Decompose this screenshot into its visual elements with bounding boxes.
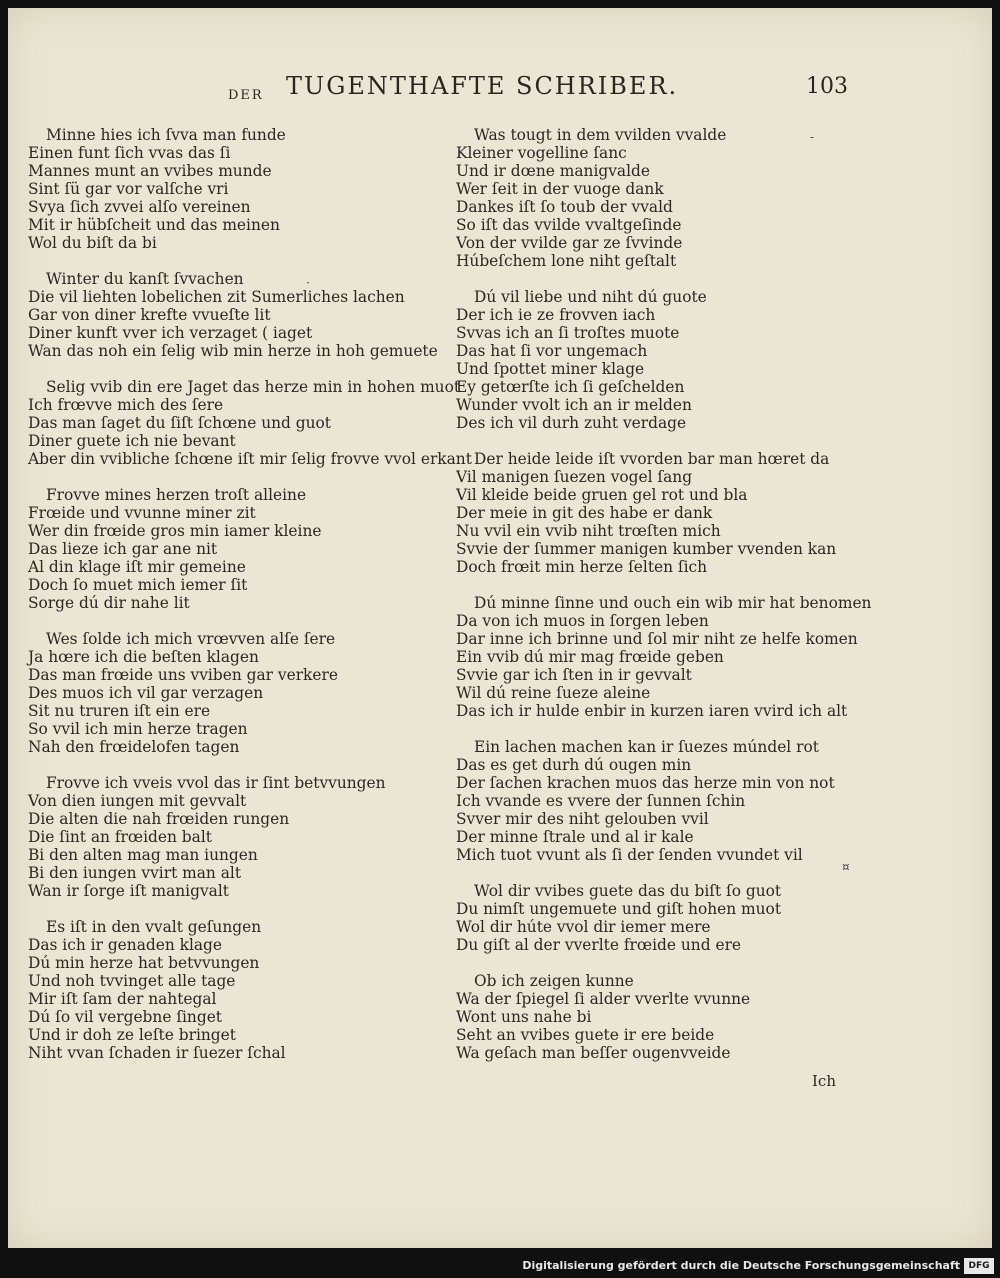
verse-line: Gar von diner krefte vvueſte lit (28, 306, 271, 324)
verse-line: Húbeſchem lone niht geſtalt (456, 252, 677, 270)
verse-line: Wan das noh ein ſelig wib min herze in hoh gemuete (28, 342, 438, 360)
verse-line: Das man frœide uns vviben gar verkere (28, 666, 338, 684)
header-prefix: DER (228, 88, 264, 103)
verse-line: Und ſpottet miner klage (456, 360, 645, 378)
verse-line: Wer din frœide gros min iamer kleine (28, 522, 322, 540)
verse-line: Wunder vvolt ich an ir melden (456, 396, 692, 414)
stanza (456, 288, 886, 432)
verse-line: Ob ich zeigen kunne (474, 972, 634, 990)
verse-line: Der ich ie ze frovven iach (456, 306, 656, 324)
verse-line: Vil kleide beide gruen gel rot und bla (456, 486, 748, 504)
verse-line: Bi den alten mag man iungen (28, 846, 258, 864)
verse-line: Aber din vvibliche ſchœne iſt mir ſelig frovve vvol erkant (28, 450, 472, 468)
verse-line: Wol dir vvibes guete das du biſt ſo guot (474, 882, 782, 900)
ink-speck: ¤ (842, 860, 850, 874)
right-column (456, 126, 886, 1080)
stanza (456, 972, 886, 1062)
verse-line: Svvie gar ich ſten in ir gevvalt (456, 666, 692, 684)
verse-line: Frovve ich vveis vvol das ir ſint betvvungen (46, 774, 386, 792)
header-title: TUGENTHAFTE SCHRIBER. (286, 72, 679, 100)
verse-line: Mit ir hübſcheit und das meinen (28, 216, 280, 234)
verse-line: Wes ſolde ich mich vrœvven alſe ſere (46, 630, 336, 648)
verse-line: Svya ſich zvvei alſo vereinen (28, 198, 251, 216)
verse-line: Das hat ſi vor ungemach (456, 342, 648, 360)
verse-line: Nah den frœidelofen tagen (28, 738, 240, 756)
verse-line: Du giſt al der vverlte frœide und ere (456, 936, 742, 954)
verse-line: Ein vvib dú mir mag frœide geben (456, 648, 724, 666)
verse-line: Dú minne ſinne und ouch ein wib mir hat benomen (474, 594, 872, 612)
verse-line: Und ir doh ze leſte bringet (28, 1026, 236, 1044)
verse-line: Von dien iungen mit gevvalt (28, 792, 247, 810)
verse-line: Einen funt ſich vvas das ſi (28, 144, 231, 162)
verse-line: Das es get durh dú ougen min (456, 756, 692, 774)
verse-line: Der ſachen krachen muos das herze min von not (456, 774, 835, 792)
stanza (28, 918, 458, 1062)
verse-line: Das ich ir hulde enbir in kurzen iaren vvird ich alt (456, 702, 848, 720)
verse-line: Das lieze ich gar ane nit (28, 540, 218, 558)
verse-line: Mannes munt an vvibes munde (28, 162, 272, 180)
verse-line: Diner kunft vver ich verzaget ( iaget (28, 324, 313, 342)
verse-line: Minne hies ich ſvva man funde (46, 126, 286, 144)
book-page (8, 8, 992, 1248)
verse-line: Du nimſt ungemuete und giſt hohen muot (456, 900, 782, 918)
ink-speck: · (306, 276, 310, 290)
verse-line: Der heide leide iſt vvorden bar man hœret da (474, 450, 830, 468)
stanza (28, 774, 458, 900)
funding-note: Digitalisierung gefördert durch die Deutsche Forschungsgemeinschaft (522, 1259, 960, 1272)
verse-line: Der minne ſtrale und al ir kale (456, 828, 694, 846)
verse-line: Al din klage iſt mir gemeine (28, 558, 246, 576)
stanza (456, 882, 886, 954)
verse-line: Svvie der ſummer manigen kumber vvenden kan (456, 540, 837, 558)
verse-line: Mich tuot vvunt als ſi der ſenden vvundet vil (456, 846, 803, 864)
verse-line: Ein lachen machen kan ir ſuezes múndel rot (474, 738, 819, 756)
verse-line: Kleiner vogelline ſanc (456, 144, 627, 162)
verse-line: Wa geſach man beſſer ougenvveide (456, 1044, 731, 1062)
verse-line: Vil manigen ſuezen vogel ſang (456, 468, 693, 486)
verse-line: Dankes iſt ſo toub der vvald (456, 198, 673, 216)
stanza (28, 486, 458, 612)
verse-line: Von der vvilde gar ze ſvvinde (456, 234, 683, 252)
verse-line: Seht an vvibes guete ir ere beide (456, 1026, 715, 1044)
verse-line: Ich vvande es vvere der ſunnen ſchin (456, 792, 746, 810)
verse-line: Was tougt in dem vvilden vvalde (474, 126, 727, 144)
verse-line: Des ich vil durh zuht verdage (456, 414, 687, 432)
verse-line: Svver mir des niht gelouben vvil (456, 810, 709, 828)
stanza (28, 126, 458, 252)
verse-line: Niht vvan ſchaden ir ſuezer ſchal (28, 1044, 286, 1062)
verse-line: Sorge dú dir nahe lit (28, 594, 190, 612)
verse-line: Das ich ir genaden klage (28, 936, 223, 954)
verse-line: Die ſint an frœiden balt (28, 828, 212, 846)
ink-speck: - (810, 130, 815, 144)
verse-line: Es iſt in den vvalt geſungen (46, 918, 262, 936)
verse-line: Und ir dœne manigvalde (456, 162, 650, 180)
verse-line: Nu vvil ein vvib niht trœſten mich (456, 522, 721, 540)
verse-line: Wont uns nahe bi (456, 1008, 592, 1026)
verse-line: Das man ſaget du ſiſt ſchœne und guot (28, 414, 331, 432)
verse-line: Diner guete ich nie bevant (28, 432, 236, 450)
left-column (28, 126, 472, 1080)
stanza (456, 738, 886, 864)
verse-line: Frœide und vvunne miner zit (28, 504, 256, 522)
verse-line: Wol dir húte vvol dir iemer mere (456, 918, 711, 936)
verse-line: Die vil liehten lobelichen zit Sumerliches lachen (28, 288, 405, 306)
verse-line: Sint ſü gar vor valſche vri (28, 180, 229, 198)
verse-line: Svvas ich an ſi troſtes muote (456, 324, 680, 342)
catchword: Ich (812, 1072, 836, 1090)
verse-line: So iſt das vvilde vvaltgeſinde (456, 216, 682, 234)
verse-line: Und noh tvvinget alle tage (28, 972, 236, 990)
verse-line: Da von ich muos in ſorgen leben (456, 612, 709, 630)
verse-line: Winter du kanſt ſvvachen (46, 270, 244, 288)
verse-line: So vvil ich min herze tragen (28, 720, 248, 738)
verse-line: Ja hœre ich die beſten klagen (28, 648, 259, 666)
verse-line: Sit nu truren iſt ein ere (28, 702, 211, 720)
verse-line: Wol du biſt da bi (28, 234, 157, 252)
verse-line: Doch frœit min herze ſelten ſich (456, 558, 708, 576)
verse-line: Ey getœrſte ich ſi geſchelden (456, 378, 685, 396)
stanza (28, 630, 458, 756)
verse-line: Der meie in git des habe er dank (456, 504, 713, 522)
verse-line: Ich frœvve mich des ſere (28, 396, 224, 414)
verse-line: Mir iſt ſam der nahtegal (28, 990, 217, 1008)
verse-line: Wer ſeit in der vuoge dank (456, 180, 664, 198)
verse-line: Die alten die nah frœiden rungen (28, 810, 290, 828)
page-number: 103 (806, 74, 848, 99)
verse-line: Frovve mines herzen troſt alleine (46, 486, 307, 504)
stanza (28, 378, 472, 468)
verse-line: Dú min herze hat betvvungen (28, 954, 260, 972)
verse-line: Wil dú reine ſueze aleine (456, 684, 651, 702)
stanza (456, 450, 886, 576)
verse-line: Doch ſo muet mich iemer ſit (28, 576, 248, 594)
verse-line: Selig vvib din ere Jaget das herze min in hohen muot (46, 378, 461, 396)
footer-bar (0, 1256, 1000, 1278)
stanza (456, 126, 886, 270)
stanza (28, 270, 458, 360)
stanza (456, 594, 886, 720)
verse-line: Des muos ich vil gar verzagen (28, 684, 264, 702)
verse-line: Dú ſo vil vergebne ſinget (28, 1008, 222, 1026)
dfg-logo: DFG (964, 1258, 994, 1274)
verse-line: Bi den iungen vvirt man alt (28, 864, 242, 882)
verse-line: Dar inne ich brinne und ſol mir niht ze helfe komen (456, 630, 858, 648)
verse-line: Dú vil liebe und niht dú guote (474, 288, 707, 306)
verse-line: Wan ir ſorge iſt manigvalt (28, 882, 229, 900)
verse-line: Wa der ſpiegel ſi alder vverlte vvunne (456, 990, 751, 1008)
